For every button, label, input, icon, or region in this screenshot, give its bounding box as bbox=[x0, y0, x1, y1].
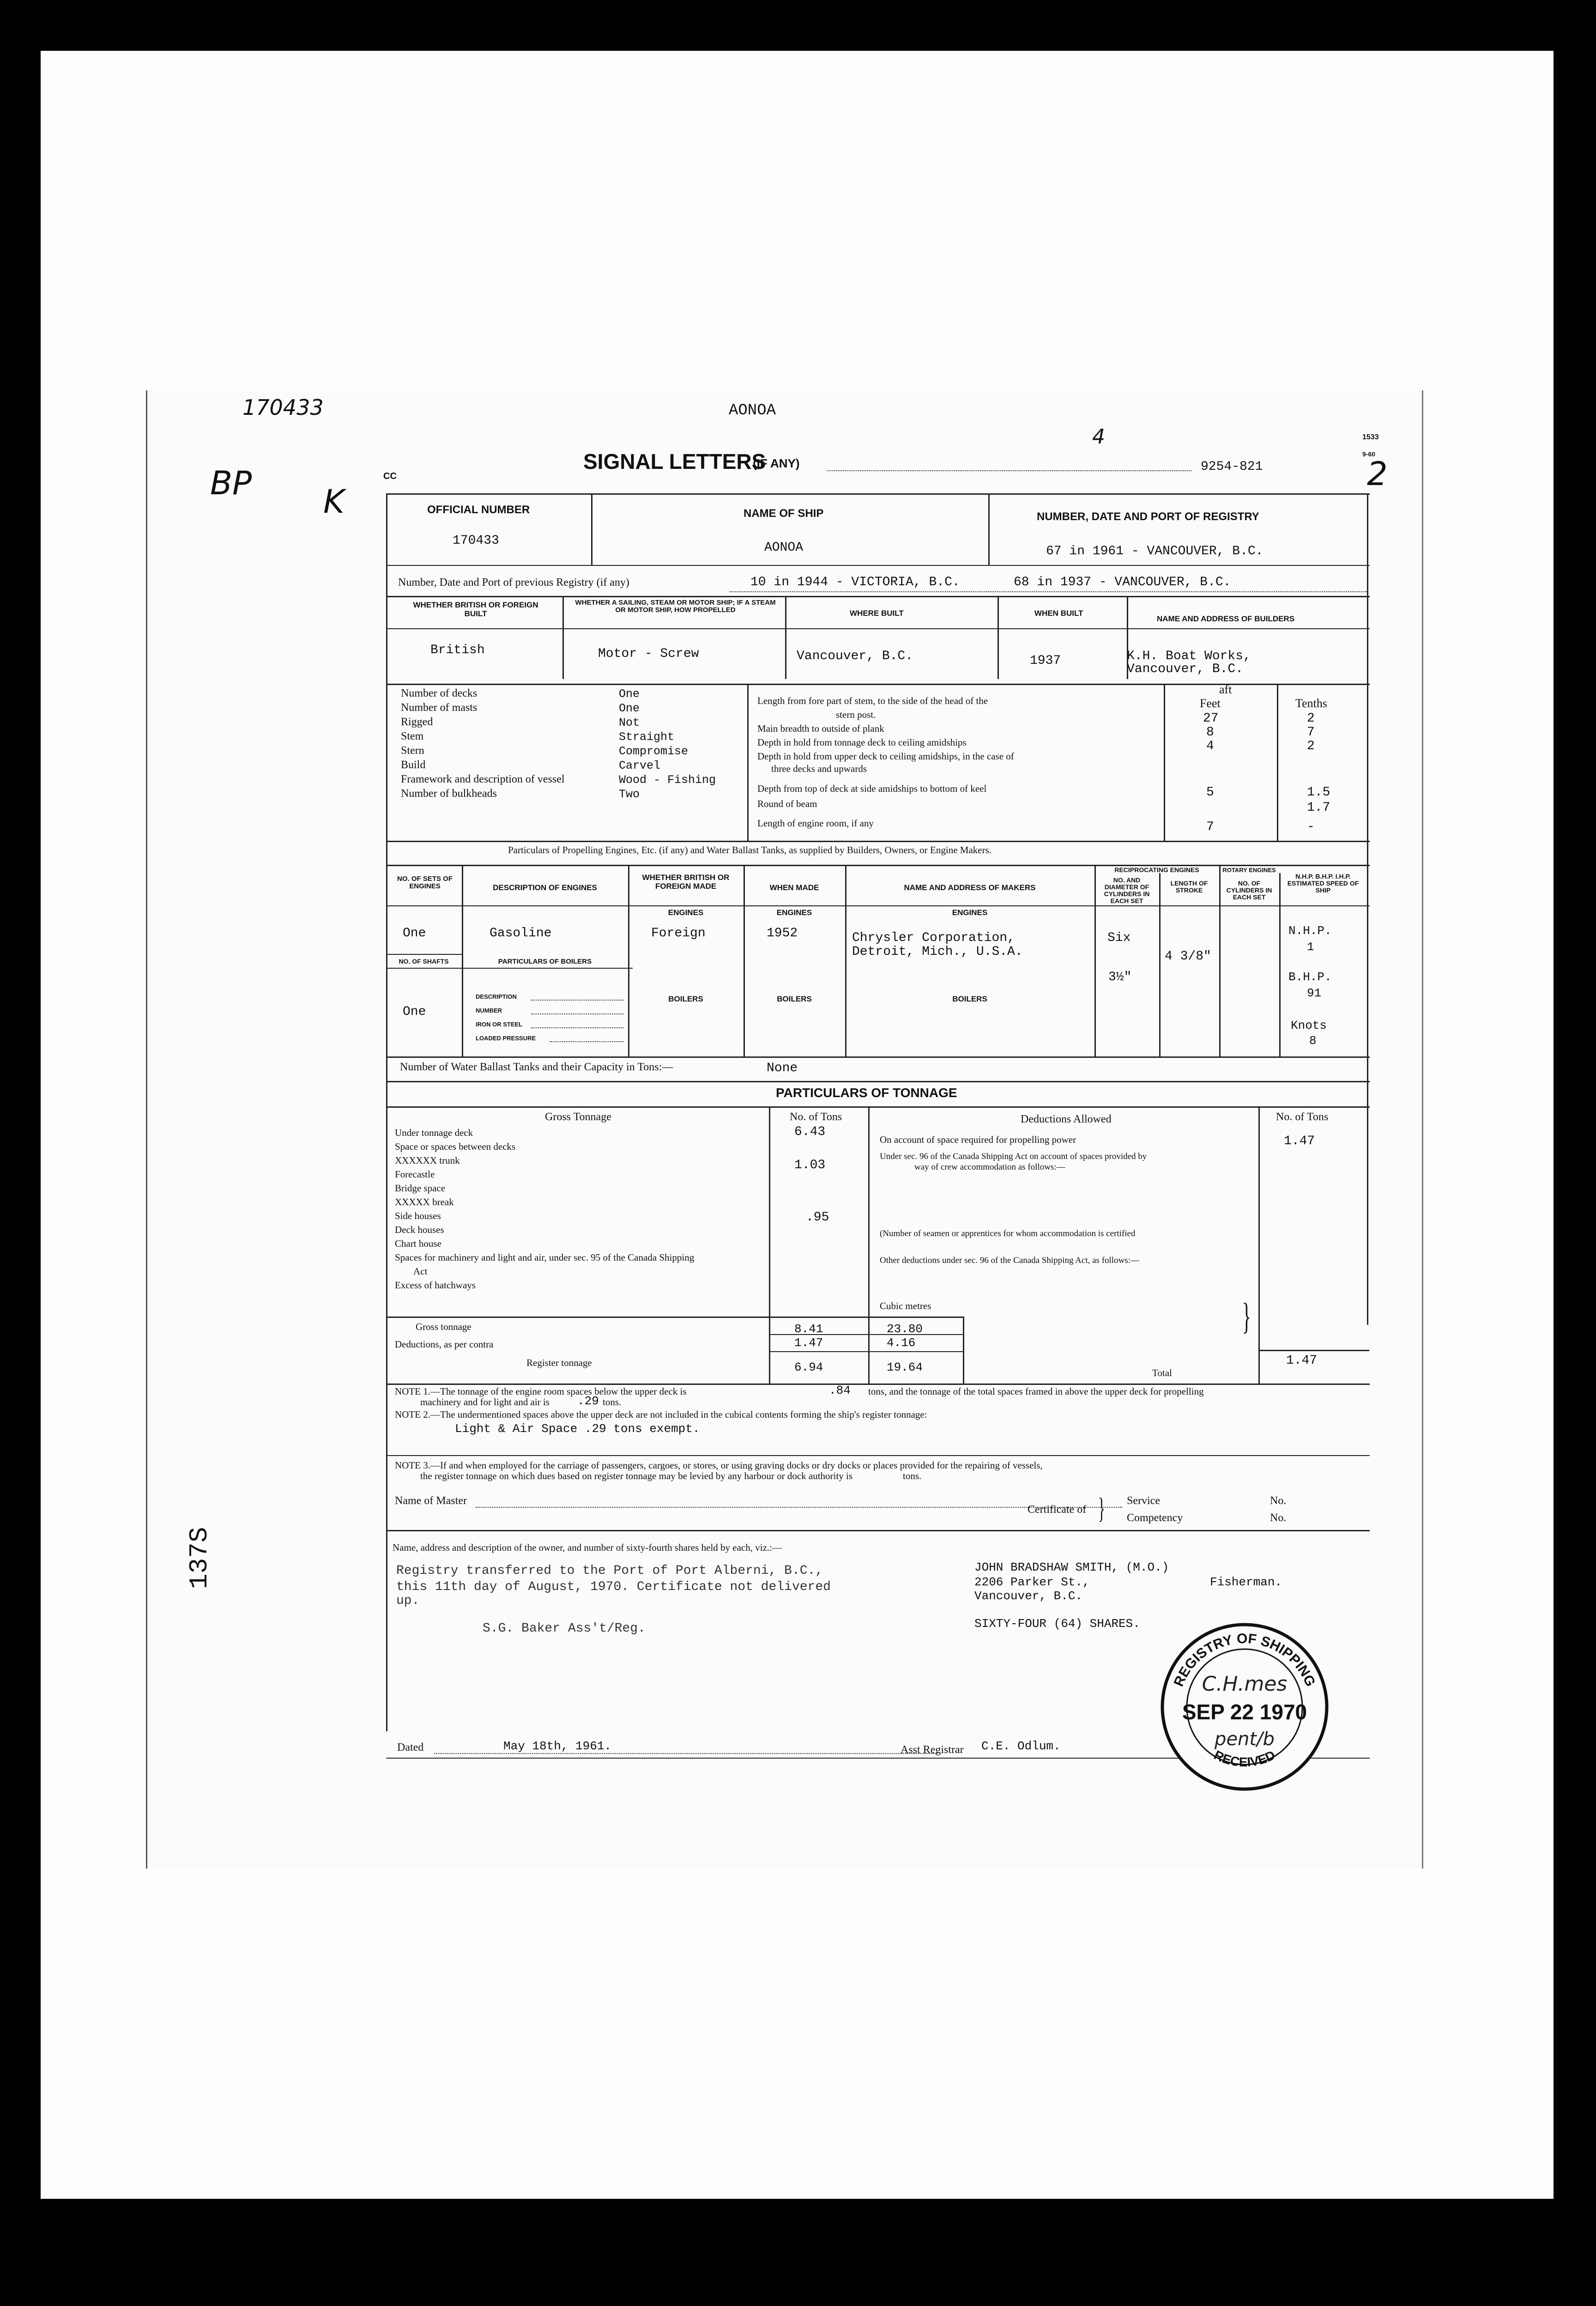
particular-label: Number of bulkheads bbox=[401, 788, 497, 800]
rule bbox=[1279, 873, 1281, 1056]
boilers-label: PARTICULARS OF BOILERS bbox=[498, 958, 592, 965]
dotted-line bbox=[531, 1013, 623, 1014]
gross-row-label: Act bbox=[413, 1266, 428, 1277]
owner-label: Name, address and description of the owner, and number of sixty-fourth shares held by each, viz.:— bbox=[393, 1542, 782, 1553]
transfer-line-2: this 11th day of August, 1970. Certificate not delivered bbox=[396, 1580, 831, 1594]
gross-row-label: Forecastle bbox=[395, 1169, 435, 1180]
engine-sets-label: NO. OF SETS OF ENGINES bbox=[397, 875, 453, 890]
note-1b: tons, and the tonnage of the total spaces framed in above the upper deck for propelling bbox=[868, 1386, 1204, 1397]
particular-label: Rigged bbox=[401, 716, 433, 728]
boiler-row-label: DESCRIPTION bbox=[476, 993, 517, 1000]
nhp-label: N.H.P. bbox=[1288, 924, 1332, 938]
rule bbox=[386, 905, 1370, 906]
gross-row-value: 1.03 bbox=[794, 1158, 826, 1172]
note-3b: the register tonnage on which dues based on register tonnage may be levied by any harbour or dock authority is bbox=[420, 1470, 852, 1481]
service-label: Service bbox=[1127, 1495, 1160, 1507]
deduct-tons: 1.47 bbox=[794, 1336, 823, 1350]
gross-tonnage-header: Gross Tonnage bbox=[545, 1111, 611, 1123]
gross-row-label: Chart house bbox=[395, 1238, 441, 1249]
owner-address-2: Vancouver, B.C. bbox=[974, 1589, 1083, 1603]
rule bbox=[386, 493, 1370, 495]
dimension-feet: 27 bbox=[1203, 711, 1219, 726]
official-number-label: OFFICIAL NUMBER bbox=[427, 504, 530, 516]
rule bbox=[386, 1081, 1370, 1082]
engines-sub-label: ENGINES bbox=[776, 908, 812, 917]
rule bbox=[963, 1317, 964, 1384]
bhp-value: 91 bbox=[1307, 986, 1322, 1000]
ballast-value: None bbox=[767, 1061, 798, 1075]
brace-icon: } bbox=[1242, 1296, 1251, 1337]
engine-desc-value: Gasoline bbox=[490, 926, 552, 941]
deductions-header: Deductions Allowed bbox=[1021, 1113, 1112, 1125]
rule bbox=[1277, 684, 1278, 841]
cylinder-diameter-value: 3½" bbox=[1108, 970, 1132, 984]
signal-letters-label: SIGNAL LETTERS bbox=[583, 449, 766, 473]
dated-label: Dated bbox=[397, 1742, 424, 1754]
deduction-4: Other deductions under sec. 96 of the Canada Shipping Act, as follows:— bbox=[880, 1256, 1139, 1265]
dimension-label: three decks and upwards bbox=[771, 763, 867, 774]
particular-value: Two bbox=[619, 788, 640, 801]
feet-label: Feet bbox=[1200, 697, 1221, 710]
cubic-label: Cubic metres bbox=[880, 1300, 931, 1311]
particular-value: Compromise bbox=[619, 745, 689, 758]
stamp-bottom-text: RECEIVED bbox=[1211, 1748, 1278, 1770]
engine-british-label: WHETHER BRITISH OR FOREIGN MADE bbox=[642, 873, 730, 891]
ship-name-label: NAME OF SHIP bbox=[744, 507, 824, 520]
rule bbox=[1094, 865, 1096, 1056]
service-no-label: No. bbox=[1270, 1495, 1287, 1507]
competency-no-label: No. bbox=[1270, 1512, 1287, 1524]
boilers-sub-label: BOILERS bbox=[777, 995, 812, 1003]
dimension-tenths: 2 bbox=[1307, 711, 1315, 726]
engine-makers-value-2: Detroit, Mich., U.S.A. bbox=[852, 945, 1023, 959]
deduction-1-value: 1.47 bbox=[1284, 1134, 1315, 1148]
dotted-line bbox=[476, 1507, 1122, 1508]
rule bbox=[386, 968, 633, 969]
rule bbox=[628, 865, 629, 1056]
rule bbox=[386, 1317, 963, 1318]
note-3c: tons. bbox=[903, 1470, 922, 1481]
side-stamp: 137S bbox=[185, 1527, 214, 1589]
rotary-cylinders-label: NO. OF CYLINDERS IN EACH SET bbox=[1226, 880, 1272, 901]
rule bbox=[845, 865, 846, 1056]
registrar-value: C.E. Odlum. bbox=[981, 1739, 1061, 1753]
rule bbox=[1258, 1350, 1369, 1351]
boiler-row-label: LOADED PRESSURE bbox=[476, 1035, 536, 1042]
shares: SIXTY-FOUR (64) SHARES. bbox=[974, 1617, 1140, 1631]
gross-row-value: 6.43 bbox=[794, 1125, 826, 1139]
particular-value: Not bbox=[619, 716, 640, 729]
shafts-label: NO. OF SHAFTS bbox=[399, 958, 449, 965]
dimension-label: Main breadth to outside of plank bbox=[757, 723, 884, 734]
previous-registry-1: 10 in 1944 - VICTORIA, B.C. bbox=[750, 575, 960, 589]
dotted-line bbox=[531, 1027, 623, 1028]
dimension-label: Depth from top of deck at side amidships to bottom of keel bbox=[757, 783, 987, 794]
rule bbox=[1159, 873, 1161, 1056]
rule bbox=[386, 1106, 1370, 1108]
note-1-value-2: .29 bbox=[577, 1394, 599, 1408]
dimension-label: Depth in hold from tonnage deck to ceiling amidships bbox=[757, 737, 967, 748]
rule bbox=[386, 628, 1370, 629]
rule bbox=[998, 596, 999, 679]
particular-value: Straight bbox=[619, 730, 675, 744]
margin-mark-cc: CC bbox=[383, 471, 397, 481]
particular-value: One bbox=[619, 687, 640, 701]
engines-sub-label: ENGINES bbox=[952, 908, 988, 917]
engines-sub-label: ENGINES bbox=[668, 908, 704, 917]
engines-title: Particulars of Propelling Engines, Etc. (if any) and Water Ballast Tanks, as supplied by Builders, Owners, or Engine Makers. bbox=[508, 844, 992, 856]
form-date: 9-60 bbox=[1362, 450, 1376, 458]
when-built-label: WHEN BUILT bbox=[1034, 609, 1083, 618]
dimension-label: Length of engine room, if any bbox=[757, 818, 874, 829]
particular-label: Number of decks bbox=[401, 687, 478, 699]
gross-tonnage-label: Gross tonnage bbox=[416, 1321, 472, 1332]
engine-when-label: WHEN MADE bbox=[769, 883, 819, 892]
gross-row-label: Bridge space bbox=[395, 1183, 446, 1194]
owner-occupation: Fisherman. bbox=[1210, 1575, 1282, 1589]
deduct-cubic: 4.16 bbox=[887, 1336, 916, 1350]
rule bbox=[591, 493, 592, 565]
boiler-row-label: NUMBER bbox=[476, 1007, 502, 1014]
master-label: Name of Master bbox=[395, 1495, 467, 1507]
register-tons: 6.94 bbox=[794, 1360, 823, 1374]
engine-makers-label: NAME AND ADDRESS OF MAKERS bbox=[904, 883, 1036, 892]
rule bbox=[386, 1455, 1370, 1456]
dimension-feet: 7 bbox=[1206, 820, 1214, 834]
transfer-line-1: Registry transferred to the Port of Port Alberni, B.C., bbox=[396, 1564, 823, 1578]
engine-when-value: 1952 bbox=[767, 926, 798, 941]
rule bbox=[1164, 684, 1165, 841]
ship-name: AONOA bbox=[764, 540, 804, 555]
note-3a: NOTE 3.—If and when employed for the carriage of passengers, cargoes, or stores, or using graving docks or dry docks or places provided for the repairing of vessels, bbox=[395, 1460, 1043, 1471]
rule bbox=[747, 684, 749, 841]
rule bbox=[462, 865, 463, 1056]
tenths-label: Tenths bbox=[1295, 697, 1327, 710]
certificate-label: Certificate of bbox=[1028, 1504, 1087, 1516]
stamp-icon bbox=[1159, 1621, 1330, 1792]
dimension-label: Length from fore part of stem, to the side of the head of the bbox=[757, 695, 988, 706]
registrar-label: Asst Registrar bbox=[901, 1744, 964, 1756]
note-2a: NOTE 2.—The undermentioned spaces above the upper deck are not included in the cubical contents forming the ship's register tonnage: bbox=[395, 1409, 927, 1420]
registry-received-stamp bbox=[1159, 1621, 1330, 1792]
when-built-value: 1937 bbox=[1030, 654, 1061, 668]
tons-header-2: No. of Tons bbox=[1276, 1111, 1329, 1123]
rule bbox=[1367, 493, 1368, 1325]
stamp-date: SEP 22 1970 bbox=[1182, 1700, 1307, 1724]
register-cubic: 19.64 bbox=[887, 1360, 923, 1374]
gross-cubic: 23.80 bbox=[887, 1322, 923, 1336]
gross-row-label: Excess of hatchways bbox=[395, 1280, 476, 1291]
total-value: 1.47 bbox=[1286, 1353, 1318, 1368]
dotted-line bbox=[550, 1041, 623, 1042]
transfer-signature: S.G. Baker Ass't/Reg. bbox=[483, 1621, 646, 1636]
dimension-feet: 4 bbox=[1206, 739, 1214, 753]
stamp-top-text: REGISTRY OF SHIPPING bbox=[1171, 1631, 1318, 1689]
knots-label: Knots bbox=[1291, 1019, 1327, 1032]
cylinders-value: Six bbox=[1107, 931, 1131, 945]
rule bbox=[1258, 1106, 1260, 1384]
form-number: 1533 bbox=[1362, 433, 1379, 441]
rule bbox=[1219, 865, 1221, 1056]
particular-value: Carvel bbox=[619, 759, 661, 772]
rule bbox=[868, 1106, 870, 1384]
registry-value: 67 in 1961 - VANCOUVER, B.C. bbox=[1046, 544, 1264, 558]
dimension-tenths: - bbox=[1307, 820, 1315, 834]
signal-letters-suffix: (IF ANY) bbox=[753, 456, 800, 470]
note-1d: tons. bbox=[603, 1396, 622, 1408]
margin-mark-bp: BP bbox=[210, 464, 252, 502]
rule bbox=[386, 1384, 1370, 1385]
dated-value: May 18th, 1961. bbox=[503, 1739, 612, 1753]
builders-value-2: Vancouver, B.C. bbox=[1127, 662, 1244, 676]
rule bbox=[386, 841, 1370, 842]
handwritten-official-number: 170433 bbox=[242, 395, 324, 420]
deduction-1: On account of space required for propelling power bbox=[880, 1134, 1076, 1145]
where-built-label: WHERE BUILT bbox=[850, 609, 904, 618]
note-1a: NOTE 1.—The tonnage of the engine room spaces below the upper deck is bbox=[395, 1386, 687, 1397]
particular-label: Stern bbox=[401, 745, 424, 757]
rule bbox=[988, 493, 990, 565]
stamp-initials: C.H.mes bbox=[1202, 1672, 1288, 1696]
margin-mark-k: K bbox=[323, 483, 345, 521]
dotted-line bbox=[434, 1753, 937, 1754]
rule bbox=[769, 1334, 963, 1335]
engine-makers-value-1: Chrysler Corporation, bbox=[852, 931, 1015, 945]
rule bbox=[785, 596, 786, 679]
brace-icon: } bbox=[1098, 1492, 1106, 1524]
official-number: 170433 bbox=[453, 534, 499, 548]
ballast-label: Number of Water Ballast Tanks and their Capacity in Tons:— bbox=[400, 1061, 673, 1073]
rule bbox=[386, 493, 387, 1731]
dimension-label: stern post. bbox=[836, 709, 876, 720]
particular-value: Wood - Fishing bbox=[619, 773, 716, 787]
previous-registry-2: 68 in 1937 - VANCOUVER, B.C. bbox=[1014, 575, 1231, 589]
signal-letters-line bbox=[827, 470, 1191, 471]
stroke-value: 4 3/8" bbox=[1165, 949, 1211, 964]
gross-row-value: .95 bbox=[806, 1210, 829, 1225]
note-1-value-1: .84 bbox=[829, 1384, 851, 1397]
builders-value-1: K.H. Boat Works, bbox=[1127, 649, 1251, 663]
deduction-2b: way of crew accommodation as follows:— bbox=[914, 1162, 1065, 1172]
dimension-tenths: 1.5 bbox=[1307, 785, 1330, 800]
particular-label: Stem bbox=[401, 730, 424, 742]
engine-desc-label: DESCRIPTION OF ENGINES bbox=[493, 883, 597, 892]
bhp-label: B.H.P. bbox=[1288, 970, 1332, 984]
boilers-sub-label: BOILERS bbox=[668, 995, 703, 1003]
dimension-tenths: 7 bbox=[1307, 725, 1315, 740]
dotted-line bbox=[730, 591, 1367, 592]
rule bbox=[386, 1056, 1370, 1058]
deduction-2a: Under sec. 96 of the Canada Shipping Act on account of spaces provided by bbox=[880, 1152, 1147, 1161]
deduction-3: (Number of seamen or apprentices for whom accommodation is certified bbox=[880, 1229, 1136, 1238]
dimension-label: Round of beam bbox=[757, 798, 817, 809]
rule bbox=[744, 865, 745, 1056]
particular-label: Number of masts bbox=[401, 702, 478, 714]
rule bbox=[386, 565, 1370, 566]
rotary-label: ROTARY ENGINES bbox=[1222, 867, 1276, 874]
tons-header: No. of Tons bbox=[790, 1111, 842, 1123]
owner-name: JOHN BRADSHAW SMITH, (M.O.) bbox=[974, 1560, 1169, 1574]
note-2-value: Light & Air Space .29 tons exempt. bbox=[455, 1422, 700, 1436]
builders-label: NAME AND ADDRESS OF BUILDERS bbox=[1157, 614, 1295, 623]
propelled-label: WHETHER A SAILING, STEAM OR MOTOR SHIP; IF A STEAM OR MOTOR SHIP, HOW PROPELLED bbox=[575, 599, 776, 614]
gross-row-label: XXXXXX trunk bbox=[395, 1155, 460, 1166]
dimension-feet: 5 bbox=[1206, 785, 1214, 800]
gross-row-label: Spaces for machinery and light and air, under sec. 95 of the Canada Shipping bbox=[395, 1252, 695, 1263]
engine-british-value: Foreign bbox=[651, 926, 706, 941]
rule bbox=[386, 954, 462, 955]
where-built-value: Vancouver, B.C. bbox=[797, 649, 913, 663]
particular-value: One bbox=[619, 702, 640, 715]
particular-label: Framework and description of vessel bbox=[401, 773, 565, 785]
propelled-value: Motor - Screw bbox=[598, 647, 699, 661]
british-built-value: British bbox=[430, 643, 485, 657]
tonnage-title: PARTICULARS OF TONNAGE bbox=[776, 1086, 957, 1100]
rule bbox=[386, 596, 1370, 597]
owner-address-1: 2206 Parker St., bbox=[974, 1575, 1090, 1589]
boiler-row-label: IRON OR STEEL bbox=[476, 1021, 523, 1028]
rule bbox=[769, 1106, 770, 1384]
rule bbox=[562, 596, 564, 679]
total-label: Total bbox=[1152, 1367, 1172, 1378]
cylinders-label: NO. AND DIAMETER OF CYLINDERS IN EACH SET bbox=[1104, 876, 1150, 904]
registry-label: NUMBER, DATE AND PORT OF REGISTRY bbox=[1037, 510, 1259, 523]
dimension-feet: 8 bbox=[1206, 725, 1214, 740]
boilers-sub-label: BOILERS bbox=[952, 995, 987, 1003]
british-built-label: WHETHER BRITISH OR FOREIGN BUILT bbox=[413, 601, 538, 618]
note-1c: machinery and for light and air is bbox=[420, 1396, 550, 1408]
particular-label: Build bbox=[401, 759, 426, 771]
gross-row-label: XXXXX break bbox=[395, 1196, 454, 1208]
shafts-value: One bbox=[403, 1005, 426, 1019]
margin-mark-right: 2 bbox=[1367, 455, 1388, 493]
register-tonnage-label: Register tonnage bbox=[526, 1357, 592, 1368]
knots-value: 8 bbox=[1309, 1034, 1317, 1048]
stamp-signature: pent/b bbox=[1215, 1729, 1275, 1750]
engine-sets-value: One bbox=[403, 926, 426, 941]
transfer-line-3: up. bbox=[396, 1594, 420, 1608]
competency-label: Competency bbox=[1127, 1512, 1183, 1524]
ship-name-header: AONOA bbox=[729, 402, 776, 419]
rule bbox=[386, 1530, 1370, 1531]
stroke-label: LENGTH OF STROKE bbox=[1170, 880, 1208, 894]
previous-registry-label: Number, Date and Port of previous Registry (if any) bbox=[398, 576, 629, 589]
gross-row-label: Space or spaces between decks bbox=[395, 1141, 516, 1152]
gross-tons: 8.41 bbox=[794, 1322, 823, 1336]
nhp-value: 1 bbox=[1307, 940, 1314, 954]
dimension-tenths: 1.7 bbox=[1307, 801, 1330, 815]
gross-row-label: Deck houses bbox=[395, 1224, 444, 1235]
dimension-tenths: 2 bbox=[1307, 739, 1315, 753]
dotted-line bbox=[531, 1000, 623, 1001]
recip-label: RECIPROCATING ENGINES bbox=[1114, 866, 1199, 874]
dimensions-aft-insert: aft bbox=[1219, 683, 1232, 696]
reference-number: 9254-821 bbox=[1201, 460, 1263, 474]
power-label: N.H.P. B.H.P. I.H.P. ESTIMATED SPEED OF SHIP bbox=[1287, 873, 1359, 894]
deductions-label: Deductions, as per contra bbox=[395, 1339, 494, 1350]
margin-mark-top: 4 bbox=[1092, 425, 1105, 449]
gross-row-label: Side houses bbox=[395, 1210, 441, 1221]
rule bbox=[769, 1351, 963, 1352]
gross-row-label: Under tonnage deck bbox=[395, 1127, 473, 1138]
dimension-label: Depth in hold from upper deck to ceiling amidships, in the case of bbox=[757, 751, 1014, 762]
